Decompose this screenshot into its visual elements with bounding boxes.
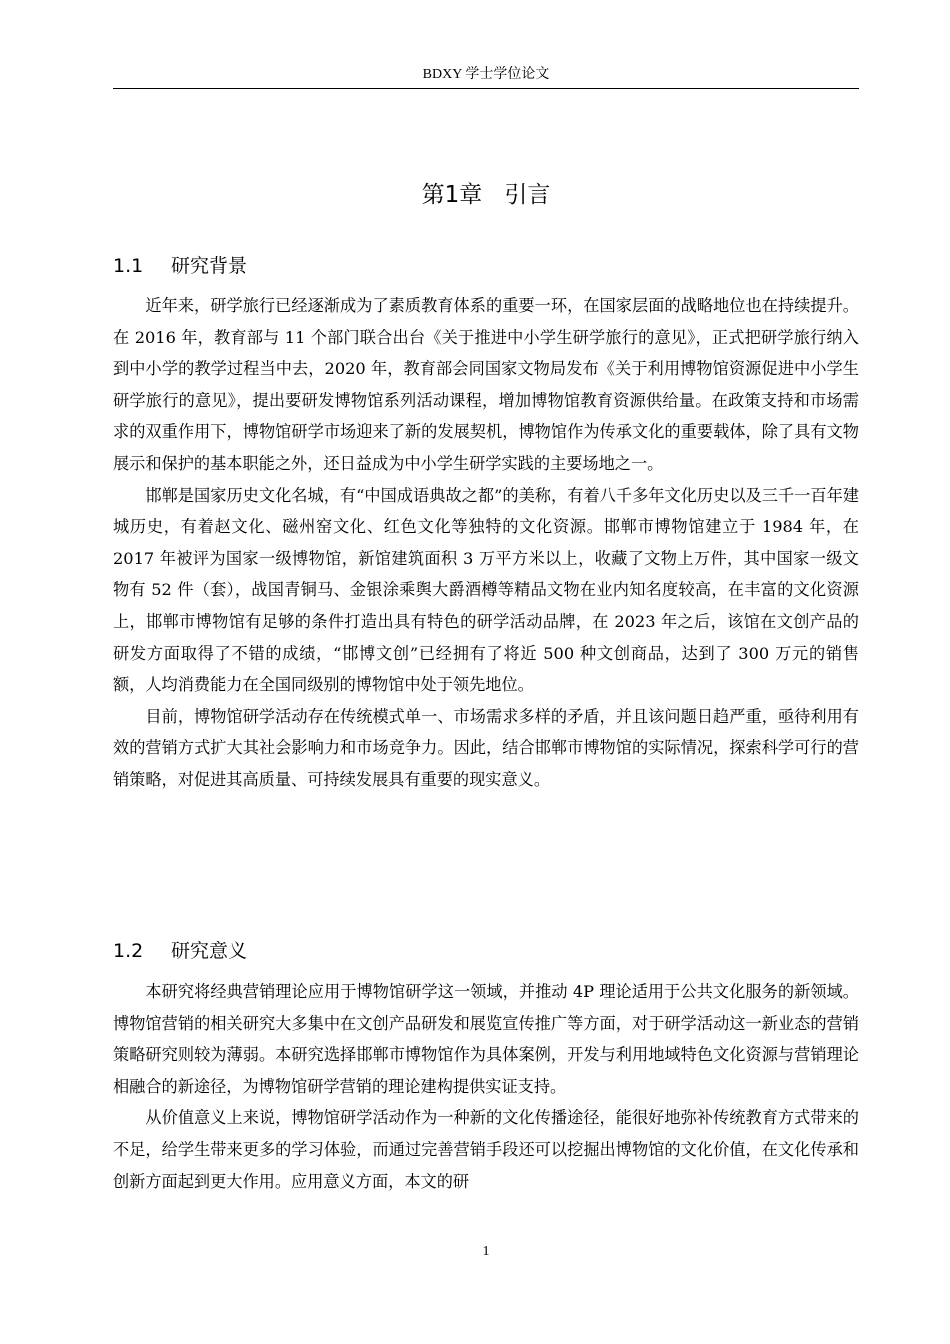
page-number: 1 <box>482 1244 490 1259</box>
chapter-number: 第1章 <box>421 182 483 208</box>
section-number: 1.2 <box>113 940 144 962</box>
section-title: 研究背景 <box>171 255 248 277</box>
running-header: BDXY 学士学位论文 <box>422 67 550 82</box>
body-paragraph: 近年来，研学旅行已经逐渐成为了素质教育体系的重要一环，在国家层面的战略地位也在持续提升。在 2016 年，教育部与 11 个部门联合出台《关于推进中小学生研学旅行的意见》，正式把研学旅行纳入到中小学的教学过程当中去，2020 年，教育部会同国家文物局发布《关于利用博物馆资源促进中小学生研学旅行的意见》，提出要研发博物馆系列活动课程，增加博物馆教育资源供给量。在政策支持和市场需求的双重作用下，博物馆研学市场迎来了新的发展契机，博物馆作为传承文化的重要载体，除了具有文物展示和保护的基本职能之外，还日益成为中小学生研学实践的主要场地之一。 <box>113 296 859 473</box>
body-paragraph: 从价值意义上来说，博物馆研学活动作为一种新的文化传播途径，能很好地弥补传统教育方式带来的不足，给学生带来更多的学习体验，而通过完善营销手段还可以挖掘出博物馆的文化价值，在文化传承和创新方面起到更大作用。应用意义方面，本文的研 <box>113 1108 859 1191</box>
section-title: 研究意义 <box>171 940 248 962</box>
section-heading-1-1 <box>113 253 247 279</box>
section-body-1-1 <box>113 290 859 796</box>
section-number: 1.1 <box>113 255 144 277</box>
chapter-title-text: 引言 <box>504 182 551 208</box>
body-paragraph: 邯郸是国家历史文化名城，有“中国成语典故之都”的美称，有着八千多年文化历史以及三千一百年建城历史，有着赵文化、磁州窑文化、红色文化等独特的文化资源。邯郸市博物馆建立于 1984 年，在 2017 年被评为国家一级博物馆，新馆建筑面积 3 万平方米以上，收藏了文物上万件，其中国家一级文物有 52 件（套），战国青铜马、金银涂乘舆大爵酒樽等精品文物在业内知名度较高，在丰富的文化资源上，邯郸市博物馆有足够的条件打造出具有特色的研学活动品牌，在 2023 年之后，该馆在文创产品的研发方面取得了不错的成绩，“邯博文创”已经拥有了将近 500 种文创商品，达到了 300 万元的销售额，人均消费能力在全国同级别的博物馆中处于领先地位。 <box>113 485 859 695</box>
section-heading-1-2 <box>113 938 247 964</box>
chapter-title <box>113 180 859 210</box>
body-paragraph: 本研究将经典营销理论应用于博物馆研学这一领域，并推动 4P 理论适用于公共文化服务的新领域。博物馆营销的相关研究大多集中在文创产品研发和展览宣传推广等方面，对于研学活动这一新业态的营销策略研究则较为薄弱。本研究选择邯郸市博物馆作为具体案例，开发与利用地域特色文化资源与营销理论相融合的新途径，为博物馆研学营销的理论建构提供实证支持。 <box>113 982 859 1096</box>
body-paragraph: 目前，博物馆研学活动存在传统模式单一、市场需求多样的矛盾，并且该问题日趋严重，亟待利用有效的营销方式扩大其社会影响力和市场竞争力。因此，结合邯郸市博物馆的实际情况，探索科学可行的营销策略，对促进其高质量、可持续发展具有重要的现实意义。 <box>113 706 859 789</box>
header-rule <box>113 88 859 89</box>
section-body-1-2 <box>113 976 859 1197</box>
